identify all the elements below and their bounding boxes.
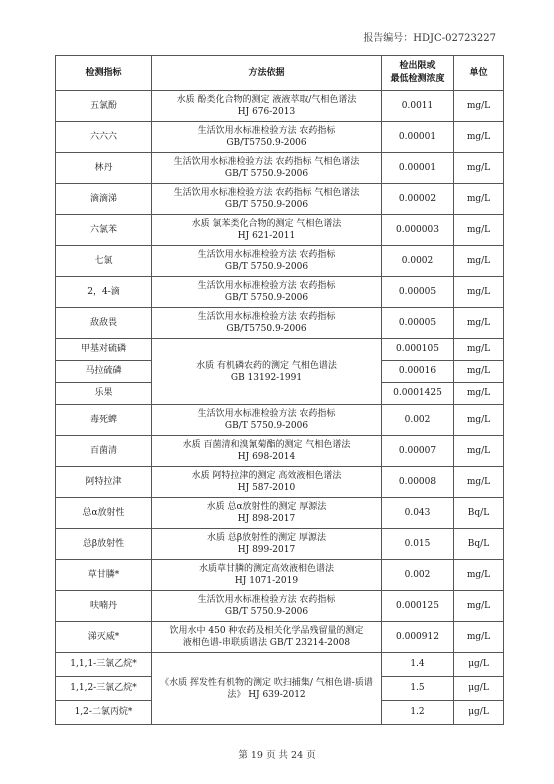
cell-unit: Bq/L — [454, 529, 504, 560]
cell-limit: 0.000912 — [382, 622, 454, 653]
cell-method: 生活饮用水标准检验方法 农药指标 气相色谱法 GB/T 5750.9-2006 — [152, 153, 382, 184]
header-method: 方法依据 — [152, 56, 382, 91]
cell-unit: mg/L — [454, 622, 504, 653]
table-row — [56, 277, 504, 308]
cell-limit: 0.00008 — [382, 467, 454, 498]
cell-method: 生活饮用水标准检验方法 农药指标 GB/T 5750.9-2006 — [152, 405, 382, 436]
cell-limit: 0.00007 — [382, 436, 454, 467]
cell-unit: mg/L — [454, 591, 504, 622]
cell-unit: mg/L — [454, 361, 504, 383]
table-row — [56, 153, 504, 184]
page-footer: 第 19 页 共 24 页 — [238, 750, 316, 761]
cell-item: 草甘膦* — [56, 560, 152, 591]
cell-method: 水质 阿特拉津的测定 高效液相色谱法 HJ 587-2010 — [152, 467, 382, 498]
table-row — [56, 436, 504, 467]
cell-unit: μg/L — [454, 701, 504, 725]
table-row — [56, 184, 504, 215]
cell-item: 滴滴涕 — [56, 184, 152, 215]
cell-unit: mg/L — [454, 560, 504, 591]
cell-limit: 0.0011 — [382, 91, 454, 122]
cell-method: 生活饮用水标准检验方法 农药指标 GB/T5750.9-2006 — [152, 122, 382, 153]
cell-method: 饮用水中 450 种农药及相关化学品残留量的测定 液相色谱-串联质谱法 GB/T 23214-2008 — [152, 622, 382, 653]
table-header-row — [56, 56, 504, 91]
table-row — [56, 215, 504, 246]
table-row — [56, 122, 504, 153]
cell-method-merged: 《水质 挥发性有机物的测定 吹扫捕集/ 气相色谱-质谱 法》 HJ 639-2012 — [152, 653, 382, 725]
cell-limit: 0.0001425 — [382, 383, 454, 405]
cell-unit: mg/L — [454, 405, 504, 436]
cell-method: 水质 总β放射性的测定 厚源法 HJ 899-2017 — [152, 529, 382, 560]
cell-limit: 0.00002 — [382, 184, 454, 215]
cell-limit: 0.00016 — [382, 361, 454, 383]
cell-item: 涕灭威* — [56, 622, 152, 653]
cell-unit: mg/L — [454, 246, 504, 277]
table-row — [56, 653, 504, 677]
cell-unit: mg/L — [454, 467, 504, 498]
cell-item: 毒死蜱 — [56, 405, 152, 436]
cell-limit: 0.000105 — [382, 339, 454, 361]
cell-unit: mg/L — [454, 436, 504, 467]
cell-limit: 1.5 — [382, 677, 454, 701]
cell-item: 五氯酚 — [56, 91, 152, 122]
cell-method: 水质 总α放射性的测定 厚源法 HJ 898-2017 — [152, 498, 382, 529]
cell-unit: μg/L — [454, 653, 504, 677]
cell-unit: mg/L — [454, 339, 504, 361]
cell-item: 乐果 — [56, 383, 152, 405]
table-row — [56, 622, 504, 653]
cell-limit: 1.4 — [382, 653, 454, 677]
cell-item: 甲基对硫磷 — [56, 339, 152, 361]
cell-method: 生活饮用水标准检验方法 农药指标 GB/T 5750.9-2006 — [152, 277, 382, 308]
cell-unit: μg/L — [454, 677, 504, 701]
cell-item: 林丹 — [56, 153, 152, 184]
header-unit: 单位 — [454, 56, 504, 91]
cell-unit: mg/L — [454, 153, 504, 184]
cell-item: 总α放射性 — [56, 498, 152, 529]
cell-method: 生活饮用水标准检验方法 农药指标 GB/T 5750.9-2006 — [152, 591, 382, 622]
table-row — [56, 246, 504, 277]
cell-method: 生活饮用水标准检验方法 农药指标 气相色谱法 GB/T 5750.9-2006 — [152, 184, 382, 215]
cell-unit: mg/L — [454, 277, 504, 308]
cell-unit: mg/L — [454, 308, 504, 339]
header-limit: 检出限或 最低检测浓度 — [382, 56, 454, 91]
cell-method: 生活饮用水标准检验方法 农药指标 GB/T5750.9-2006 — [152, 308, 382, 339]
cell-item: 1,1,1-三氯乙烷* — [56, 653, 152, 677]
table-row — [56, 498, 504, 529]
cell-item: 2，4-滴 — [56, 277, 152, 308]
cell-item: 六氯苯 — [56, 215, 152, 246]
cell-item: 阿特拉津 — [56, 467, 152, 498]
table-row — [56, 529, 504, 560]
test-methods-table — [55, 55, 504, 725]
cell-item: 七氯 — [56, 246, 152, 277]
cell-unit: mg/L — [454, 122, 504, 153]
table-row — [56, 308, 504, 339]
cell-unit: mg/L — [454, 91, 504, 122]
header-item: 检测指标 — [56, 56, 152, 91]
cell-limit: 0.00005 — [382, 308, 454, 339]
cell-limit: 0.002 — [382, 405, 454, 436]
cell-method-merged: 水质 有机磷农药的测定 气相色谱法 GB 13192-1991 — [152, 339, 382, 405]
table-row — [56, 560, 504, 591]
cell-method: 水质 百菌清和溴氰菊酯的测定 气相色谱法 HJ 698-2014 — [152, 436, 382, 467]
cell-item: 敌敌畏 — [56, 308, 152, 339]
cell-item: 马拉硫磷 — [56, 361, 152, 383]
cell-item: 六六六 — [56, 122, 152, 153]
cell-limit: 0.043 — [382, 498, 454, 529]
table-row — [56, 339, 504, 361]
cell-item: 呋喃丹 — [56, 591, 152, 622]
cell-item: 百菌清 — [56, 436, 152, 467]
cell-method: 水质 氯苯类化合物的测定 气相色谱法 HJ 621-2011 — [152, 215, 382, 246]
table-row — [56, 91, 504, 122]
cell-limit: 0.00001 — [382, 122, 454, 153]
cell-unit: mg/L — [454, 184, 504, 215]
cell-item: 总β放射性 — [56, 529, 152, 560]
cell-limit: 0.00001 — [382, 153, 454, 184]
table-row — [56, 467, 504, 498]
cell-item: 1,1,2-三氯乙烷* — [56, 677, 152, 701]
cell-limit: 0.002 — [382, 560, 454, 591]
cell-method: 水质草甘膦的测定高效液相色谱法 HJ 1071-2019 — [152, 560, 382, 591]
cell-limit: 1.2 — [382, 701, 454, 725]
cell-limit: 0.000003 — [382, 215, 454, 246]
cell-method: 生活饮用水标准检验方法 农药指标 GB/T 5750.9-2006 — [152, 246, 382, 277]
cell-limit: 0.00005 — [382, 277, 454, 308]
table-row — [56, 591, 504, 622]
cell-unit: mg/L — [454, 215, 504, 246]
cell-limit: 0.015 — [382, 529, 454, 560]
report-number: 报告编号：HDJC-02723227 — [363, 33, 496, 44]
cell-unit: Bq/L — [454, 498, 504, 529]
table-row — [56, 405, 504, 436]
cell-limit: 0.000125 — [382, 591, 454, 622]
cell-unit: mg/L — [454, 383, 504, 405]
cell-method: 水质 酚类化合物的测定 液液萃取/气相色谱法 HJ 676-2013 — [152, 91, 382, 122]
cell-item: 1,2-二氯丙烷* — [56, 701, 152, 725]
cell-limit: 0.0002 — [382, 246, 454, 277]
